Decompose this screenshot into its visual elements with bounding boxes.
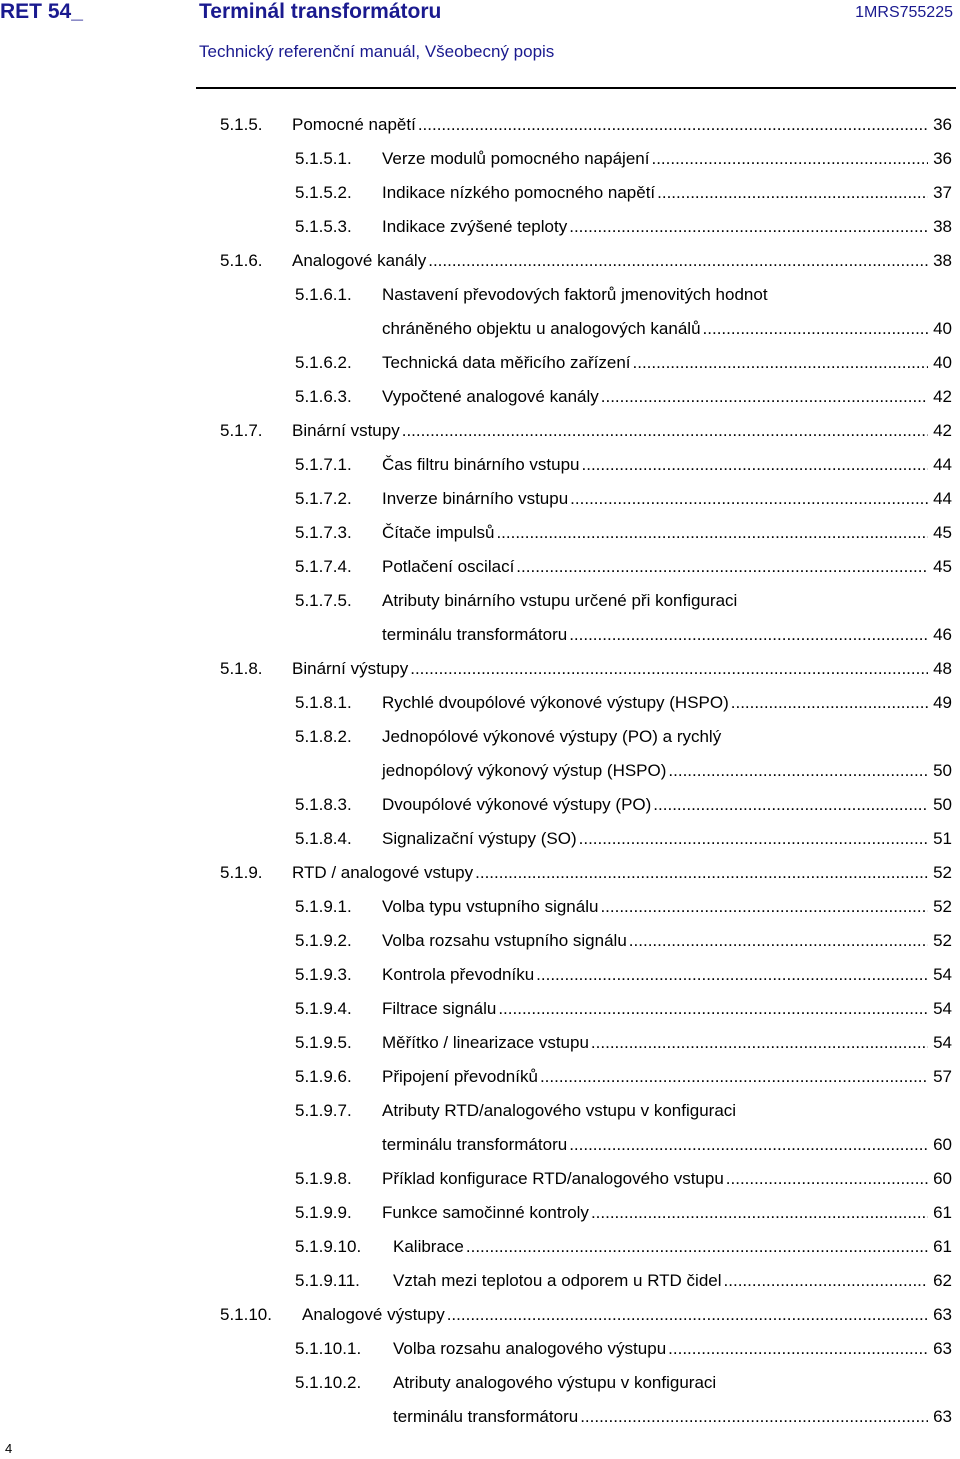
toc-entry-page: 40 <box>933 319 952 338</box>
toc-entry-number: 5.1.9.8. <box>295 1169 352 1188</box>
toc-leader-dots <box>569 620 928 650</box>
toc-entry-number: 5.1.7.5. <box>295 591 352 610</box>
toc-entry[interactable] <box>0 722 960 752</box>
toc-leader-dots <box>570 484 928 514</box>
toc-entry-page: 50 <box>933 795 952 814</box>
toc-entry-page: 46 <box>933 625 952 644</box>
toc-entry[interactable] <box>0 1096 960 1126</box>
toc-entry-page: 60 <box>933 1169 952 1188</box>
toc-entry-page: 63 <box>933 1305 952 1324</box>
toc-entry-number: 5.1.7.2. <box>295 489 352 508</box>
toc-leader-dots <box>591 1028 928 1058</box>
toc-leader-dots <box>657 178 928 208</box>
toc-entry-title: Kalibrace <box>393 1237 464 1256</box>
toc-entry-page: 61 <box>933 1237 952 1256</box>
toc-entry[interactable] <box>0 1368 960 1398</box>
toc-entry-number: 5.1.7. <box>220 421 263 440</box>
toc-entry[interactable] <box>0 790 960 820</box>
toc-entry[interactable] <box>0 1402 960 1432</box>
toc-entry-number: 5.1.10. <box>220 1305 272 1324</box>
toc-leader-dots <box>600 892 928 922</box>
toc-entry-page <box>930 722 952 752</box>
toc-leader-dots <box>668 756 928 786</box>
toc-entry-page: 44 <box>933 455 952 474</box>
toc-entry[interactable] <box>0 416 960 446</box>
toc-entry-number: 5.1.8.3. <box>295 795 352 814</box>
document-subtitle: Technický referenční manuál, Všeobecný popis <box>199 42 555 61</box>
toc-entry-page: 42 <box>933 421 952 440</box>
toc-entry-title: RTD / analogové vstupy <box>292 863 474 882</box>
toc-entry[interactable] <box>0 1300 960 1330</box>
toc-leader-dots <box>475 858 928 888</box>
toc-leader-dots <box>629 926 928 956</box>
toc-entry-number: 5.1.9.3. <box>295 965 352 984</box>
toc-entry-title: Volba rozsahu analogového výstupu <box>393 1339 667 1358</box>
toc-leader-dots <box>601 382 928 412</box>
toc-entry[interactable] <box>0 1062 960 1092</box>
toc-entry-number: 5.1.6.2. <box>295 353 352 372</box>
toc-entry-title: Vypočtené analogové kanály <box>382 387 599 406</box>
toc-entry[interactable] <box>0 756 960 786</box>
toc-entry-number: 5.1.9.1. <box>295 897 352 916</box>
document-title: Terminál transformátoru <box>199 0 442 23</box>
toc-entry[interactable] <box>0 246 960 276</box>
toc-entry-title: Binární výstupy <box>292 659 409 678</box>
toc-entry-number: 5.1.9.2. <box>295 931 352 950</box>
toc-entry-page: 45 <box>933 557 952 576</box>
toc-leader-dots <box>516 552 928 582</box>
toc-entry-page <box>930 280 952 310</box>
toc-entry-title: Analogové kanály <box>292 251 427 270</box>
toc-entry[interactable] <box>0 620 960 650</box>
toc-leader-dots <box>540 1062 928 1092</box>
toc-entry[interactable] <box>0 858 960 888</box>
toc-entry[interactable] <box>0 1266 960 1296</box>
toc-entry-title: Atributy analogového výstupu v konfiguraci <box>393 1373 717 1392</box>
toc-entry-page: 52 <box>933 931 952 950</box>
toc-leader-dots <box>569 212 928 242</box>
toc-entry-page: 42 <box>933 387 952 406</box>
toc-entry[interactable] <box>0 314 960 344</box>
toc-entry-number: 5.1.8.2. <box>295 727 352 746</box>
toc-entry[interactable] <box>0 518 960 548</box>
toc-entry-number: 5.1.8.4. <box>295 829 352 848</box>
toc-leader-dots <box>633 348 928 378</box>
toc-entry[interactable] <box>0 552 960 582</box>
toc-entry-number: 5.1.5.1. <box>295 149 352 168</box>
toc-entry-title: Signalizační výstupy (SO) <box>382 829 577 848</box>
toc-entry-title: Příklad konfigurace RTD/analogového vstupu <box>382 1169 724 1188</box>
toc-entry[interactable] <box>0 892 960 922</box>
product-name: RET 54_ <box>0 0 83 23</box>
toc-entry-title: Atributy RTD/analogového vstupu v konfiguraci <box>382 1101 737 1120</box>
toc-entry[interactable] <box>0 1028 960 1058</box>
toc-entry-title: Analogové výstupy <box>302 1305 445 1324</box>
toc-entry[interactable] <box>0 280 960 310</box>
toc-leader-dots <box>582 450 929 480</box>
toc-leader-dots <box>579 824 928 854</box>
toc-entry-page: 37 <box>933 183 952 202</box>
toc-entry-page: 62 <box>933 1271 952 1290</box>
toc-entry-number: 5.1.8. <box>220 659 263 678</box>
toc-entry-number: 5.1.9.4. <box>295 999 352 1018</box>
toc-entry-title: Binární vstupy <box>292 421 400 440</box>
toc-entry-number: 5.1.9.5. <box>295 1033 352 1052</box>
toc-entry-title: Jednopólové výkonové výstupy (PO) a rychlý <box>382 727 722 746</box>
toc-entry-page: 38 <box>933 251 952 270</box>
toc-entry[interactable] <box>0 144 960 174</box>
toc-leader-dots <box>418 110 928 140</box>
toc-leader-dots <box>726 1164 928 1194</box>
toc-entry-title: Verze modulů pomocného napájení <box>382 149 650 168</box>
toc-entry-title: Připojení převodníků <box>382 1067 538 1086</box>
toc-entry[interactable] <box>0 1164 960 1194</box>
toc-entry-title: Volba typu vstupního signálu <box>382 897 599 916</box>
toc-entry[interactable] <box>0 586 960 616</box>
toc-entry-page: 57 <box>933 1067 952 1086</box>
toc-entry-number: 5.1.6.3. <box>295 387 352 406</box>
toc-leader-dots <box>739 586 928 616</box>
toc-leader-dots <box>718 1368 928 1398</box>
toc-entry-number: 5.1.9. <box>220 863 263 882</box>
toc-entry-page: 63 <box>933 1339 952 1358</box>
toc-leader-dots <box>428 246 928 276</box>
toc-entry[interactable] <box>0 824 960 854</box>
toc-entry-title: Filtrace signálu <box>382 999 497 1018</box>
toc-entry-title: terminálu transformátoru <box>382 1135 568 1154</box>
toc-leader-dots <box>496 518 928 548</box>
toc-leader-dots <box>410 654 928 684</box>
toc-entry-number: 5.1.6.1. <box>295 285 352 304</box>
toc-entry[interactable] <box>0 1198 960 1228</box>
toc-entry-title: terminálu transformátoru <box>393 1407 579 1426</box>
toc-entry-title: Pomocné napětí <box>292 115 416 134</box>
toc-entry-page: 50 <box>933 761 952 780</box>
toc-entry-title: Technická data měřicího zařízení <box>382 353 631 372</box>
toc-entry-page: 52 <box>933 863 952 882</box>
toc-entry-number: 5.1.7.1. <box>295 455 352 474</box>
toc-entry[interactable] <box>0 178 960 208</box>
toc-leader-dots <box>738 1096 928 1126</box>
toc-entry[interactable] <box>0 110 960 140</box>
toc-entry-number: 5.1.10.2. <box>295 1373 362 1392</box>
toc-leader-dots <box>703 314 928 344</box>
document-id: 1MRS755225 <box>855 4 953 21</box>
toc-entry-title: Volba rozsahu vstupního signálu <box>382 931 627 950</box>
toc-entry-page: 51 <box>933 829 952 848</box>
toc-leader-dots <box>466 1232 928 1262</box>
toc-leader-dots <box>668 1334 928 1364</box>
toc-entry-page: 36 <box>933 115 952 134</box>
toc-entry-page <box>930 1368 952 1398</box>
toc-leader-dots <box>569 1130 928 1160</box>
toc-leader-dots <box>651 144 928 174</box>
toc-entry-page: 54 <box>933 1033 952 1052</box>
toc-entry-title: Čítače impulsů <box>382 523 495 542</box>
toc-leader-dots <box>591 1198 928 1228</box>
toc-leader-dots <box>498 994 928 1024</box>
toc-entry-number: 5.1.5. <box>220 115 263 134</box>
toc-entry-number: 5.1.9.11. <box>295 1271 360 1290</box>
toc-entry[interactable] <box>0 450 960 480</box>
toc-entry-number: 5.1.9.9. <box>295 1203 352 1222</box>
toc-entry-page: 63 <box>933 1407 952 1426</box>
toc-entry-number: 5.1.7.3. <box>295 523 352 542</box>
toc-entry-number: 5.1.5.2. <box>295 183 352 202</box>
toc-entry-number: 5.1.7.4. <box>295 557 352 576</box>
toc-entry-title: Dvoupólové výkonové výstupy (PO) <box>382 795 652 814</box>
toc-entry-title: Rychlé dvoupólové výkonové výstupy (HSPO) <box>382 693 729 712</box>
toc-entry-page: 44 <box>933 489 952 508</box>
toc-entry-number: 5.1.5.3. <box>295 217 352 236</box>
toc-entry-page: 38 <box>933 217 952 236</box>
toc-entry-title: jednopólový výkonový výstup (HSPO) <box>382 761 667 780</box>
toc-entry-page: 54 <box>933 999 952 1018</box>
toc-entry[interactable] <box>0 960 960 990</box>
toc-entry-page: 54 <box>933 965 952 984</box>
toc-entry-page: 61 <box>933 1203 952 1222</box>
toc-entry-title: chráněného objektu u analogových kanálů <box>382 319 701 338</box>
toc-entry[interactable] <box>0 688 960 718</box>
toc-entry-page: 36 <box>933 149 952 168</box>
toc-entry-title: Čas filtru binárního vstupu <box>382 455 580 474</box>
toc-entry-title: Atributy binárního vstupu určené při konfiguraci <box>382 591 738 610</box>
toc-entry[interactable] <box>0 1130 960 1160</box>
toc-entry[interactable] <box>0 382 960 412</box>
toc-entry-page: 48 <box>933 659 952 678</box>
toc-entry[interactable] <box>0 994 960 1024</box>
toc-entry-title: Indikace nízkého pomocného napětí <box>382 183 656 202</box>
toc-leader-dots <box>447 1300 928 1330</box>
toc-entry-title: Kontrola převodníku <box>382 965 535 984</box>
toc-entry-page: 60 <box>933 1135 952 1154</box>
toc-entry-number: 5.1.8.1. <box>295 693 352 712</box>
toc-entry[interactable] <box>0 1232 960 1262</box>
toc-entry-title: Indikace zvýšené teploty <box>382 217 568 236</box>
toc-entry[interactable] <box>0 212 960 242</box>
toc-entry[interactable] <box>0 484 960 514</box>
toc-leader-dots <box>731 688 928 718</box>
toc-entry[interactable] <box>0 348 960 378</box>
toc-entry-page: 52 <box>933 897 952 916</box>
toc-entry-page <box>930 1096 952 1126</box>
page-number: 4 <box>5 1441 13 1456</box>
toc-entry-page: 49 <box>933 693 952 712</box>
toc-entry-number: 5.1.9.6. <box>295 1067 352 1086</box>
toc-entry-page: 45 <box>933 523 952 542</box>
toc-leader-dots <box>724 1266 928 1296</box>
toc-leader-dots <box>536 960 928 990</box>
toc-leader-dots <box>580 1402 928 1432</box>
toc-leader-dots <box>723 722 928 752</box>
toc-entry-title: Vztah mezi teplotou a odporem u RTD čidel <box>393 1271 722 1290</box>
toc-entry[interactable] <box>0 1334 960 1364</box>
header-divider <box>196 87 956 89</box>
toc-entry-title: Nastavení převodových faktorů jmenovitých hodnot <box>382 285 768 304</box>
toc-entry-title: Funkce samočinné kontroly <box>382 1203 589 1222</box>
toc-entry-number: 5.1.6. <box>220 251 263 270</box>
toc-entry[interactable] <box>0 926 960 956</box>
toc-entry-page <box>930 586 952 616</box>
toc-entry-title: Měřítko / linearizace vstupu <box>382 1033 589 1052</box>
toc-entry-title: terminálu transformátoru <box>382 625 568 644</box>
toc-entry-number: 5.1.9.10. <box>295 1237 362 1256</box>
toc-entry-title: Inverze binárního vstupu <box>382 489 569 508</box>
page-header <box>0 0 960 80</box>
toc-entry-number: 5.1.9.7. <box>295 1101 352 1120</box>
toc-leader-dots <box>402 416 928 446</box>
toc-entry-number: 5.1.10.1. <box>295 1339 362 1358</box>
toc-leader-dots <box>653 790 928 820</box>
toc-entry-page: 40 <box>933 353 952 372</box>
toc-entry[interactable] <box>0 654 960 684</box>
toc-leader-dots <box>770 280 928 310</box>
toc-entry-title: Potlačení oscilací <box>382 557 515 576</box>
